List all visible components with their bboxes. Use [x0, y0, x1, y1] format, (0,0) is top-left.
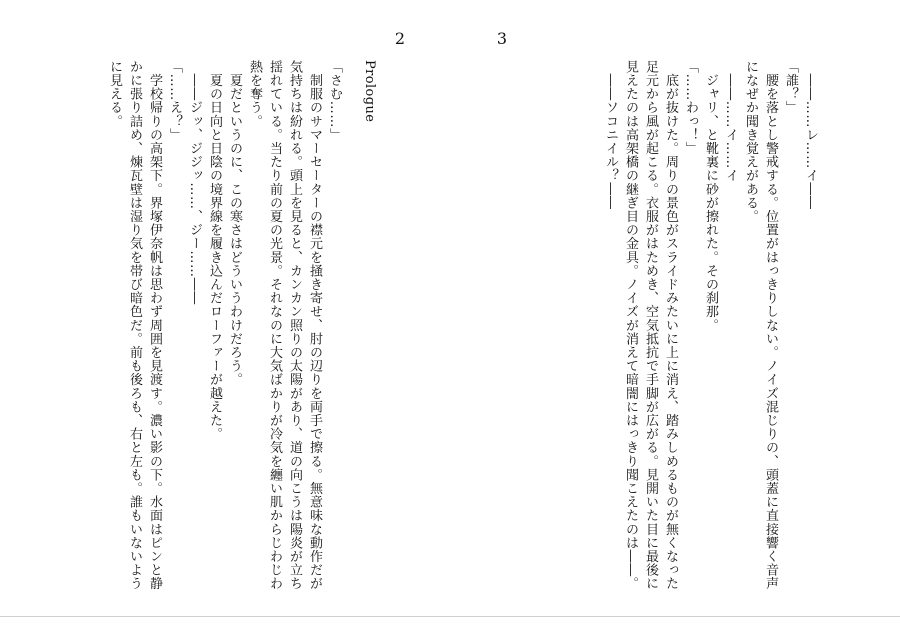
text-line: 足元から風が起こる。衣服がはためき、空気抵抗で手脚が広がる。見開いた目に最後に — [643, 60, 658, 591]
page-number-left: 2 — [394, 29, 406, 48]
chapter-title: Prologue — [362, 60, 377, 123]
text-line: に見える。 — [107, 60, 122, 128]
text-line: 制服のサマーセーターの襟元を掻き寄せ、肘の辺りを両手で擦る。無意味な動作だが — [307, 60, 322, 591]
text-line: 「……わっ！」 — [683, 60, 698, 156]
text-line: 夏の日向と日陰の境界線を履き込んだローファーが越えた。 — [207, 60, 222, 441]
text-line: ――……イ……イ — [723, 60, 738, 183]
page-number-right: 3 — [496, 29, 508, 48]
text-line: になぜか聞き覚えがある。 — [743, 60, 758, 224]
text-line: ――ジッ、ジジッ……、ジー……―― — [187, 60, 202, 305]
text-line: 夏だというのに、この寒さはどういうわけだろう。 — [227, 60, 242, 387]
text-line: 底が抜けた。周りの景色がスライドみたいに上に消え、踏みしめるものが無くなった — [663, 60, 678, 591]
text-line: 学校帰りの高架下。界塚伊奈帆は思わず周囲を見渡す。濃い影の下。水面はピンと静 — [147, 60, 162, 591]
text-line: 「誰？」 — [783, 60, 798, 115]
text-line: ――……レ……イ―― — [803, 60, 818, 210]
text-line: 腰を落とし警戒する。位置がはっきりしない。ノイズ混じりの、頭蓋に直接響く音声 — [763, 60, 778, 591]
text-line: ――ソコニイル？―― — [603, 60, 618, 210]
text-line: かに張り詰め、煉瓦壁は湿り気を帯び暗色だ。前も後ろも、右と左も。誰もいないよう — [127, 60, 142, 591]
text-line: 熱を奪う。 — [247, 60, 262, 128]
bottom-divider — [0, 616, 900, 617]
text-line: 気持ちは紛れる。頭上を見ると、カンカン照りの太陽があり、道の向こうは陽炎が立ち — [287, 60, 302, 591]
text-line: ジャリ、と靴裏に砂が擦れた。その刹那。 — [703, 60, 718, 332]
text-line: 見えたのは高架橋の継ぎ目の金具。ノイズが消えて暗闇にはっきり聞こえたのは――。 — [623, 60, 638, 591]
text-line: 揺れている。当たり前の夏の光景。それなのに大気ばかりが冷気を纏い肌からじわじわ — [267, 60, 282, 591]
text-line: 「さむ……」 — [327, 60, 342, 142]
text-line: 「……え？」 — [167, 60, 182, 142]
